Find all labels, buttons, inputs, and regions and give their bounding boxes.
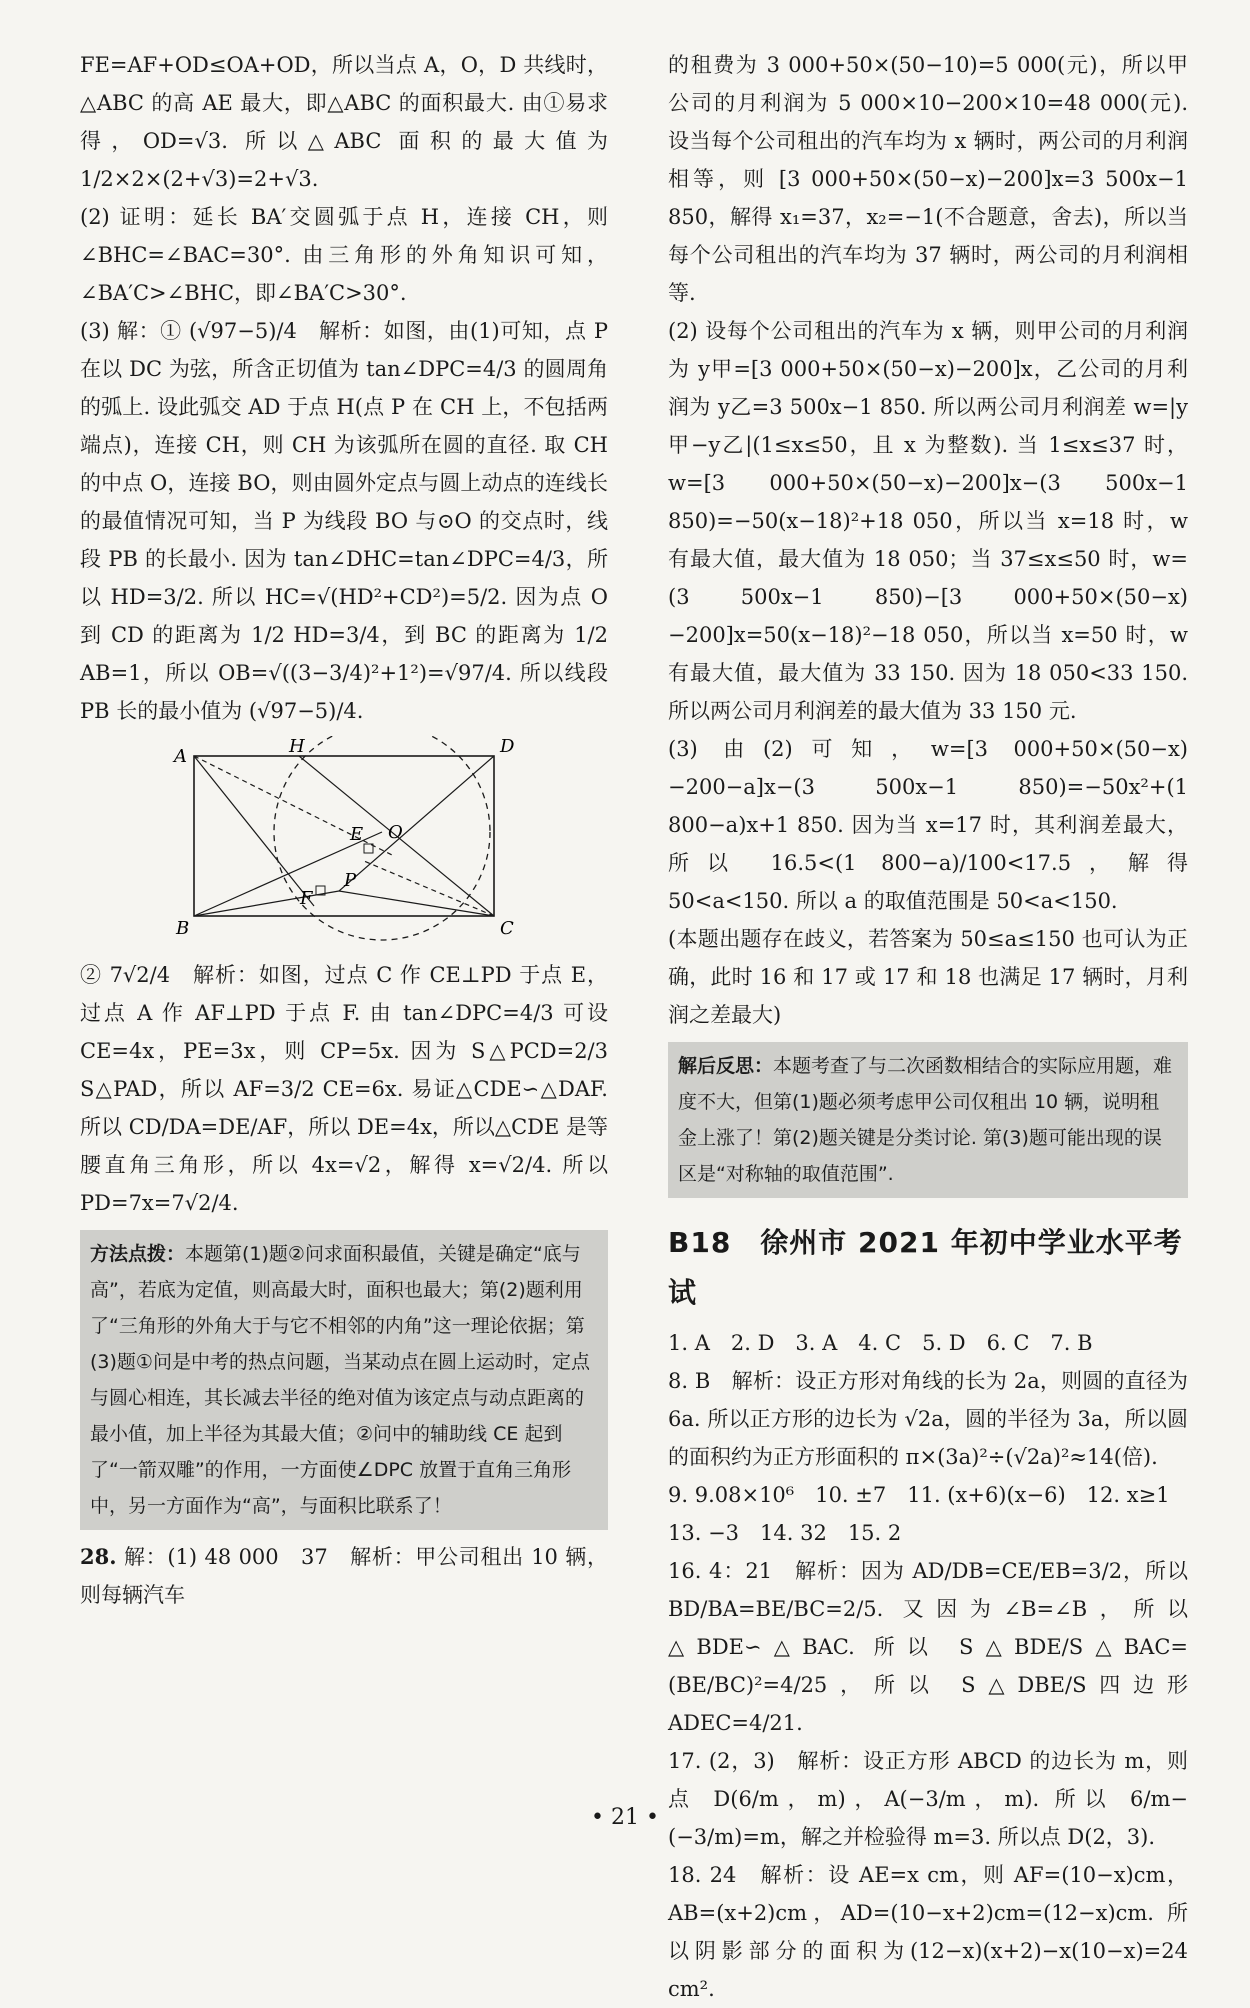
- geometry-figure: [164, 736, 524, 946]
- method-tip-heading: 方法点拨：: [90, 1243, 186, 1265]
- label-e: E: [350, 824, 364, 845]
- paragraph: (3) 解：① (√97−5)/4 解析：如图，由(1)可知，点 P 在以 DC 为弦，所含正切值为 tan∠DPC=4/3 的圆周角的弧上. 设此弧交 AD 于点 H(点 P 在 CH 上，不包括两端点)，连接 CH，则 CH 为该弧所在圆的直径. 取 CH 的中点 O，连接 BO，则由圆外定点与圆上动点的连线长的最值情况可知，当 P 为线段 BO 与⊙O 的交点时，线段 PB 的长最小. 因为 tan∠DHC=tan∠DPC=4/3，所以 HD=3/2. 所以 HC=√(HD²+CD²)=5/2. 因为点 O 到 CD 的距离为 1/2 HD=3/4，到 BC 的距离为 1/2 AB=1，所以 OB=√((3−3/4)²+1²)=√97/4. 所以线段 PB 长的最小值为 (√97−5)/4.: [80, 319, 608, 723]
- reflection-text: 本题考查了与二次函数相结合的实际应用题，难度不大，但第(1)题必须考虑甲公司仅租出 10 辆，说明租金上涨了！第(2)题关键是分类讨论. 第(3)题可能出现的误区是“对称轴的取值范围”.: [678, 1055, 1173, 1185]
- label-f: F: [300, 888, 313, 909]
- answer-line: 1. A 2. D 3. A 4. C 5. D 6. C 7. B: [668, 1331, 1093, 1355]
- paragraph: (3) 由(2)可知，w=[3 000+50×(50−x)−200−a]x−(3 500x−1 850)=−50x²+(1 800−a)x+1 850. 因为当 x=17 时，其利润差最大，所以 16.5<(1 800−a)/100<17.5，解得 50<a<150. 所以 a 的取值范围是 50<a<150.: [668, 737, 1188, 913]
- answer-line: 8. B 解析：设正方形对角线的长为 2a，则圆的直径为 6a. 所以正方形的边长为 √2a，圆的半径为 3a，所以圆的面积约为正方形面积的 π×(3a)²÷(√2a)²≈14(倍).: [668, 1369, 1188, 1469]
- answer-line: 16. 4：21 解析：因为 AD/DB=CE/EB=3/2，所以 BD/BA=BE/BC=2/5. 又因为∠B=∠B，所以△BDE∽△BAC. 所以 S△BDE/S△BAC=(BE/BC)²=4/25，所以 S△DBE/S四边形ADEC=4/21.: [668, 1559, 1188, 1735]
- question-number: 28.: [80, 1544, 117, 1569]
- answer-line: 17. (2，3) 解析：设正方形 ABCD 的边长为 m，则点 D(6/m，m)，A(−3/m，m). 所以 6/m−(−3/m)=m，解之并检验得 m=3. 所以点 D(2，3).: [668, 1749, 1188, 1849]
- left-column: [80, 46, 608, 1614]
- page-number: • 21 •: [591, 1805, 659, 1830]
- method-tip-box: [80, 1230, 608, 1530]
- paragraph: 的租费为 3 000+50×(50−10)=5 000(元)，所以甲公司的月利润为 5 000×10−200×10=48 000(元). 设当每个公司租出的汽车均为 x 辆时，两公司的月利润相等，则 [3 000+50×(50−x)−200]x=3 500x−1 850，解得 x₁=37，x₂=−1(不合题意，舍去)，所以当每个公司租出的汽车均为 37 辆时，两公司的月利润相等.: [668, 53, 1188, 305]
- reflection-heading: 解后反思：: [678, 1055, 774, 1077]
- method-tip-text: 本题第(1)题②问求面积最值，关键是确定“底与高”，若底为定值，则高最大时，面积也最大；第(2)题利用了“三角形的外角大于与它不相邻的内角”这一理论依据；第(3)题①问是中考的热点问题，当某动点在圆上运动时，定点与圆心相连，其长减去半径的绝对值为该定点与动点距离的最小值，加上半径为其最大值；②问中的辅助线 CE 起到了“一箭双雕”的作用，一方面使∠DPC 放置于直角三角形中，另一方面作为“高”，与面积比联系了！: [90, 1243, 590, 1517]
- answer-line: 18. 24 解析：设 AE=x cm，则 AF=(10−x)cm，AB=(x+2)cm，AD=(10−x+2)cm=(12−x)cm. 所以阴影部分的面积为(12−x)(x+2)−x(10−x)=24 cm².: [668, 1863, 1188, 2001]
- label-p: P: [344, 870, 357, 891]
- paragraph: (本题出题存在歧义，若答案为 50≤a≤150 也可认为正确，此时 16 和 17 或 17 和 18 也满足 17 辆时，月利润之差最大): [668, 927, 1188, 1027]
- label-a: A: [174, 746, 187, 767]
- label-h: H: [289, 736, 305, 757]
- answer-line: 9. 9.08×10⁶ 10. ±7 11. (x+6)(x−6) 12. x≥1: [668, 1483, 1170, 1507]
- paragraph: FE=AF+OD≤OA+OD，所以当点 A，O，D 共线时，△ABC 的高 AE 最大，即△ABC 的面积最大. 由①易求得，OD=√3. 所以△ABC 面积的最大值为 1/2×2×(2+√3)=2+√3.: [80, 53, 608, 191]
- label-c: C: [500, 918, 514, 939]
- label-b: B: [176, 918, 190, 939]
- paragraph: ② 7√2/4 解析：如图，过点 C 作 CE⊥PD 于点 E，过点 A 作 AF⊥PD 于点 F. 由 tan∠DPC=4/3 可设 CE=4x，PE=3x，则 CP=5x. 因为 S△PCD=2/3 S△PAD，所以 AF=3/2 CE=6x. 易证△CDE∽△DAF. 所以 CD/DA=DE/AF，所以 DE=4x，所以△CDE 是等腰直角三角形，所以 4x=√2，解得 x=√2/4. 所以 PD=7x=7√2/4.: [80, 963, 608, 1215]
- paragraph: (2) 证明：延长 BA′交圆弧于点 H，连接 CH，则∠BHC=∠BAC=30°. 由三角形的外角知识可知，∠BA′C>∠BHC，即∠BA′C>30°.: [80, 205, 608, 305]
- label-o: O: [388, 822, 403, 843]
- section-title: B18 徐州市 2021 年初中学业水平考试: [668, 1226, 1183, 1309]
- question-28: [80, 1538, 608, 1614]
- paragraph: (2) 设每个公司租出的汽车为 x 辆，则甲公司的月利润为 y甲=[3 000+50×(50−x)−200]x，乙公司的月利润为 y乙=3 500x−1 850. 所以两公司月利润差 w=|y甲−y乙|(1≤x≤50，且 x 为整数). 当 1≤x≤37 时，w=[3 000+50×(50−x)−200]x−(3 500x−1 850)=−50(x−18)²+18 050，所以当 x=18 时，w 有最大值，最大值为 18 050；当 37≤x≤50 时，w=(3 500x−1 850)−[3 000+50×(50−x)−200]x=50(x−18)²−18 050，所以当 x=50 时，w 有最大值，最大值为 33 150. 因为 18 050<33 150. 所以两公司月利润差的最大值为 33 150 元.: [668, 319, 1188, 723]
- right-column: [668, 46, 1188, 2008]
- label-d: D: [500, 736, 515, 757]
- reflection-box: [668, 1042, 1188, 1198]
- question-text: 解：(1) 48 000 37 解析：甲公司租出 10 辆，则每辆汽车: [80, 1545, 608, 1607]
- answer-line: 13. −3 14. 32 15. 2: [668, 1521, 902, 1545]
